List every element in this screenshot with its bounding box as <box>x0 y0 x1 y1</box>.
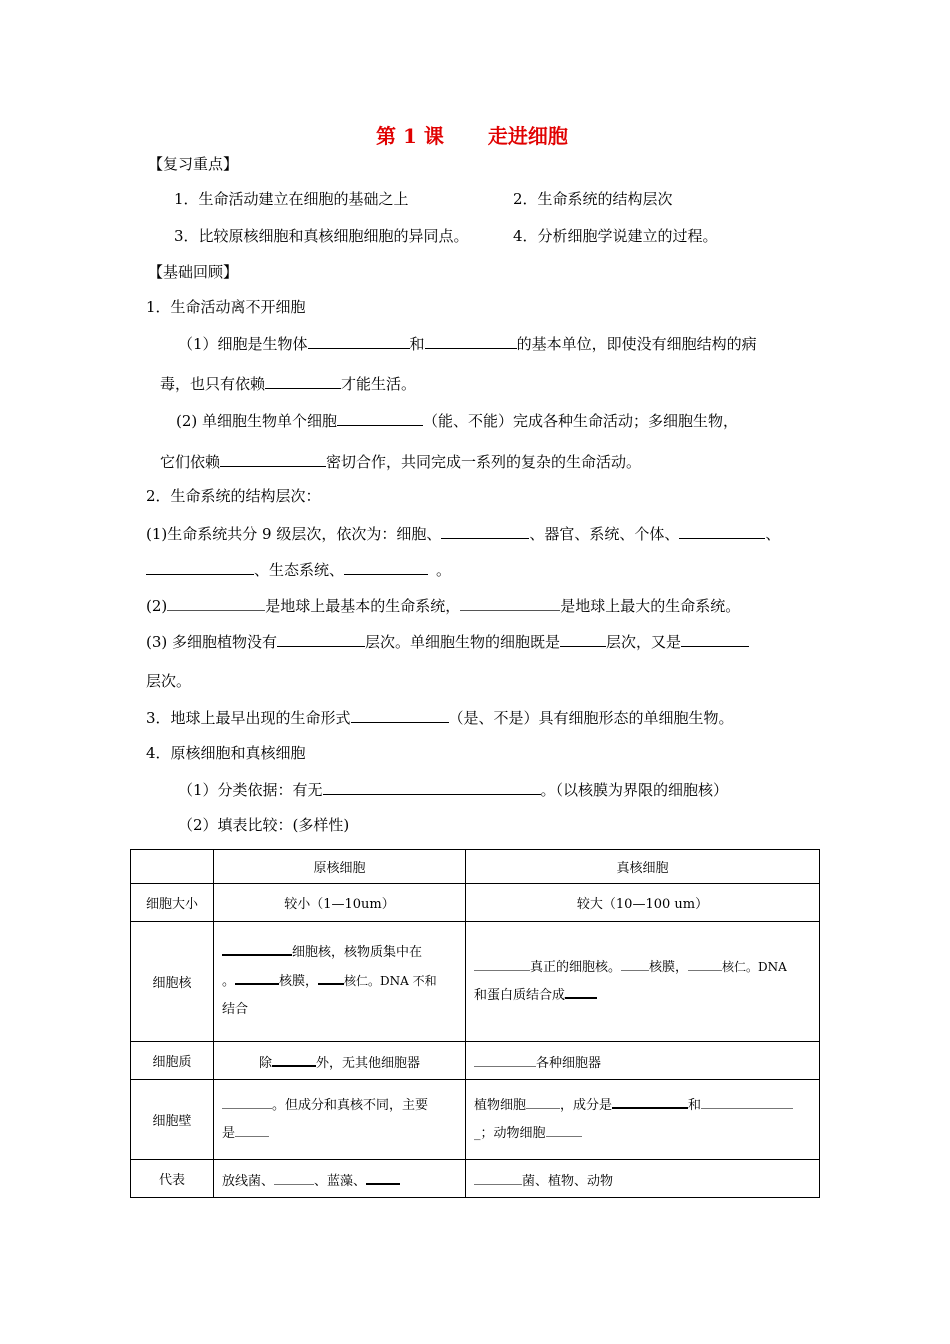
table-cell: 真正的细胞核。 核膜， 核仁。DNA 和蛋白质结合成 <box>466 922 820 1042</box>
s1-p2-line1: (2) 单细胞生物单个细胞 （能、不能）完成各种生命活动；多细胞生物， <box>176 412 739 430</box>
header-cell: 真核细胞 <box>466 850 820 884</box>
basics-heading: 【基础回顾】 <box>148 263 239 281</box>
s2-p3-line1: (3) 多细胞植物没有 层次。单细胞生物的细胞既是 层次，又是 <box>146 631 749 652</box>
table-cell: 放线菌、 、蓝藻、 <box>214 1160 466 1198</box>
s2-p1-line2: 、生态系统、 。 <box>146 559 451 580</box>
table-cell: 较小（1—10um） <box>214 884 466 922</box>
blank-field[interactable] <box>565 982 597 999</box>
table-row <box>131 884 820 922</box>
blank-field[interactable] <box>526 1093 560 1109</box>
blank-field[interactable] <box>679 523 765 539</box>
blank-field[interactable] <box>425 333 517 349</box>
row-label: 细胞质 <box>131 1042 214 1080</box>
blank-field[interactable] <box>235 1121 269 1137</box>
table-cell: 除 外，无其他细胞器 <box>214 1042 466 1080</box>
s2-p2: (2) 是地球上最基本的生命系统， 是地球上最大的生命系统。 <box>146 597 741 615</box>
s1-p1-line2: 毒，也只有依赖 才能生活。 <box>160 375 417 393</box>
s2-title: 2．生命系统的结构层次： <box>146 487 321 505</box>
blank-field[interactable] <box>274 1169 314 1185</box>
table-row <box>131 1042 820 1080</box>
blank-field[interactable] <box>441 523 529 539</box>
blank-field[interactable] <box>366 1168 400 1185</box>
blank-field[interactable] <box>167 595 265 611</box>
table-cell: 菌、植物、动物 <box>466 1160 820 1198</box>
table-row <box>131 1080 820 1160</box>
blank-field[interactable] <box>318 968 344 985</box>
blank-field[interactable] <box>277 631 365 647</box>
table-cell: 细胞核，核物质集中在 。 核膜， 核仁。DNA 不和 结合 <box>214 922 466 1042</box>
table-cell: 植物细胞 ，成分是 和 _；动物细胞 <box>466 1080 820 1160</box>
blank-field[interactable] <box>344 559 428 575</box>
s2-p1-line1: (1)生命系统共分 9 级层次，依次为：细胞、 、器官、系统、个体、 、 <box>146 525 781 543</box>
blank-field[interactable] <box>222 939 292 956</box>
comparison-table <box>130 849 820 1198</box>
blank-field[interactable] <box>272 1050 316 1067</box>
blank-field[interactable] <box>474 1169 522 1185</box>
blank-field[interactable] <box>265 373 341 389</box>
blank-field[interactable] <box>474 955 530 971</box>
row-label: 代表 <box>131 1160 214 1198</box>
blank-field[interactable] <box>688 955 722 971</box>
row-label: 细胞大小 <box>131 884 214 922</box>
row-label: 细胞核 <box>131 922 214 1042</box>
page-title <box>376 126 568 146</box>
blank-field[interactable] <box>560 631 606 647</box>
blank-field[interactable] <box>460 595 560 611</box>
blank-field[interactable] <box>235 968 279 985</box>
blank-field[interactable] <box>222 1093 272 1109</box>
table-row <box>131 1160 820 1198</box>
table-row <box>131 922 820 1042</box>
s4-title: 4．原核细胞和真核细胞 <box>146 744 306 762</box>
blank-field[interactable] <box>474 1051 536 1067</box>
blank-field[interactable] <box>308 333 410 349</box>
s1-p1-line1: （1）细胞是生物体 和 的基本单位，即使没有细胞结构的病 <box>178 335 757 353</box>
s4-p1: （1）分类依据：有无 。（以核膜为界限的细胞核） <box>178 781 729 799</box>
table-cell: 。但成分和真核不同，主要 是 <box>214 1080 466 1160</box>
blank-field[interactable] <box>146 559 254 575</box>
title-topic: 走进细胞 <box>487 124 568 148</box>
table-row <box>131 850 820 884</box>
review-heading: 【复习重点】 <box>148 155 239 173</box>
s4-p2: （2）填表比较：(多样性) <box>178 816 350 834</box>
table-cell: 较大（10—100 um） <box>466 884 820 922</box>
s1-title: 1．生命活动离不开细胞 <box>146 298 306 316</box>
title-lesson: 第 1 课 <box>376 124 444 148</box>
blank-field[interactable] <box>612 1092 688 1109</box>
s3-line: 3．地球上最早出现的生命形式 （是、不是）具有细胞形态的单细胞生物。 <box>146 709 734 727</box>
review-item-4: 4．分析细胞学说建立的过程。 <box>513 227 718 245</box>
review-item-1: 1．生命活动建立在细胞的基础之上 <box>174 190 409 208</box>
review-item-3: 3．比较原核细胞和真核细胞细胞的异同点。 <box>174 227 469 245</box>
blank-field[interactable] <box>621 955 649 971</box>
s1-p2-line2: 它们依赖 密切合作，共同完成一系列的复杂的生命活动。 <box>160 453 642 471</box>
header-cell: 原核细胞 <box>214 850 466 884</box>
table-cell: 各种细胞器 <box>466 1042 820 1080</box>
blank-field[interactable] <box>546 1121 582 1137</box>
s2-p3-line2: 层次。 <box>146 672 192 690</box>
row-label: 细胞壁 <box>131 1080 214 1160</box>
blank-field[interactable] <box>351 707 449 723</box>
blank-field[interactable] <box>701 1093 793 1109</box>
header-cell <box>131 850 214 884</box>
review-item-2: 2．生命系统的结构层次 <box>513 190 673 208</box>
blank-field[interactable] <box>323 779 541 795</box>
blank-field[interactable] <box>681 631 749 647</box>
blank-field[interactable] <box>220 451 326 467</box>
blank-field[interactable] <box>337 410 423 426</box>
